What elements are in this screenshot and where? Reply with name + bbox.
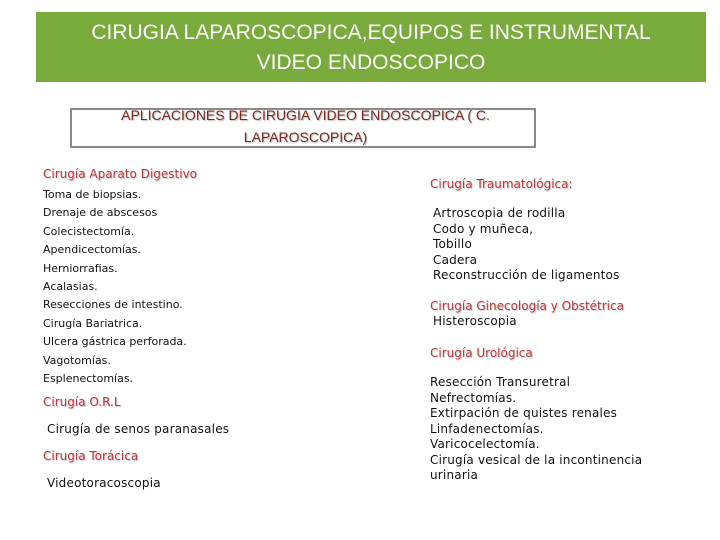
list-item: Reconstrucción de ligamentos	[433, 268, 620, 282]
list-item: Resecciones de intestino.	[43, 298, 183, 312]
heading-ginecologia: Cirugía Ginecología y Obstétrica	[430, 298, 624, 313]
list-item: Esplenectomías.	[43, 372, 134, 386]
list-urologica	[430, 375, 710, 484]
list-item: Extirpación de quistes renales	[430, 406, 618, 420]
heading-urologica: Cirugía Urológica	[430, 346, 533, 360]
list-item: Histeroscopia	[433, 313, 517, 328]
subtitle	[78, 104, 533, 148]
list-item: Acalasias.	[43, 280, 98, 294]
title-line-2: VIDEO ENDOSCOPICO	[256, 51, 486, 74]
heading-toracica: Cirugía Torácica	[43, 448, 139, 463]
subtitle-line-1: APLICACIONES DE CIRUGIA VIDEO ENDOSCOPICA ( C.	[121, 107, 490, 123]
list-item: Vagotomías.	[43, 353, 111, 367]
list-item: Tobillo	[433, 237, 472, 251]
right-column	[430, 176, 710, 484]
heading-orl: Cirugía O.R.L	[43, 395, 121, 410]
list-item: Apendicectomías.	[43, 243, 141, 257]
list-digestivo	[43, 186, 383, 388]
list-item: Ulcera gástrica perforada.	[43, 335, 187, 349]
subtitle-line-2: LAPAROSCOPICA)	[243, 129, 368, 145]
title-banner	[36, 12, 706, 82]
list-item: Toma de biopsias.	[43, 188, 142, 201]
heading-digestivo: Cirugía Aparato Digestivo	[43, 167, 198, 181]
list-item: Cirugía Bariatrica.	[43, 316, 143, 330]
list-item: Cirugía vesical de la incontinencia	[430, 452, 643, 467]
list-item: Cadera	[433, 252, 478, 267]
heading-traumatologica: Cirugía Traumatológica:	[430, 177, 573, 191]
list-item: Colecistectomía.	[43, 224, 135, 238]
list-item: Herniorrafias.	[43, 261, 118, 275]
list-item: urinaria	[430, 468, 479, 482]
list-item: Cirugía de senos paranasales	[47, 422, 230, 437]
list-item: Drenaje de abscesos	[43, 206, 158, 220]
list-item: Linfadenectomías.	[430, 421, 544, 436]
list-traumatologica	[433, 206, 710, 284]
list-item: Varicocelectomía.	[430, 437, 540, 451]
left-column	[43, 166, 383, 491]
list-item: Resección Transuretral	[430, 375, 571, 389]
list-item: Videotoracoscopia	[47, 475, 161, 490]
list-item: Artroscopia de rodilla	[433, 206, 566, 220]
list-item: Nefrectomías.	[430, 390, 517, 405]
title-line-1: CIRUGIA LAPAROSCOPICA,EQUIPOS E INSTRUMENTAL	[91, 21, 651, 44]
list-item: Codo y muñeca,	[433, 221, 534, 236]
